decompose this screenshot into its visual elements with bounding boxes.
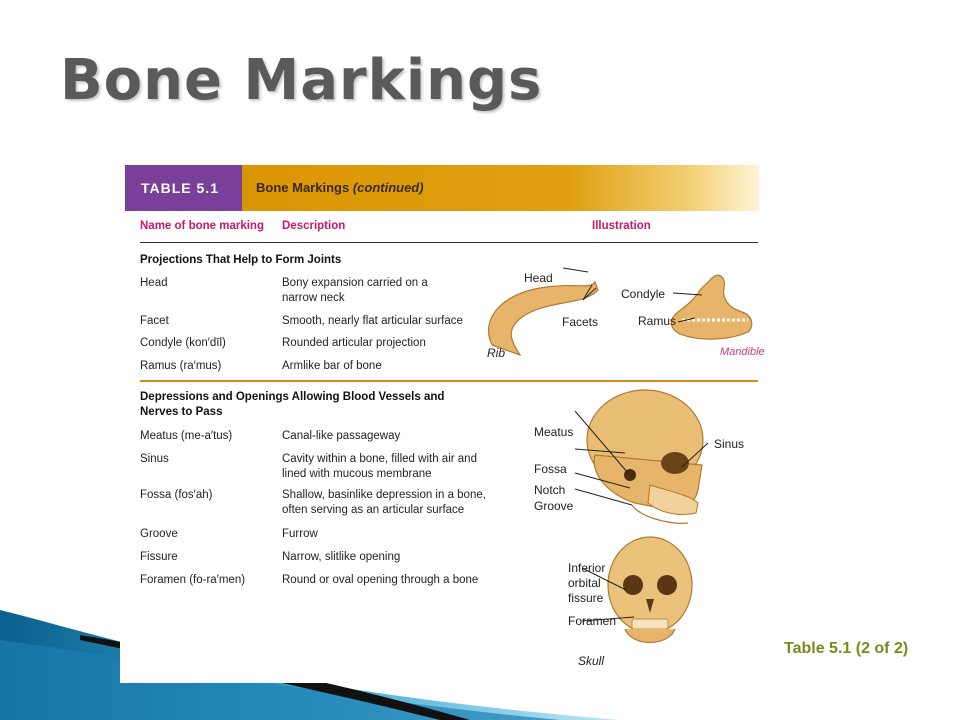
column-head-name: Name of bone marking bbox=[140, 220, 264, 232]
column-head-illustration: Illustration bbox=[592, 220, 651, 232]
row-name: Fissure bbox=[140, 551, 178, 563]
row-description: Armlike bar of bone bbox=[282, 360, 382, 372]
label-meatus: Meatus bbox=[534, 425, 574, 439]
row-name: Ramus (ra′mus) bbox=[140, 360, 222, 372]
row-name: Sinus bbox=[140, 453, 169, 465]
row-description: Smooth, nearly flat articular surface bbox=[282, 315, 463, 327]
label-foramen: Foramen bbox=[568, 614, 617, 628]
table-heading-note: (continued) bbox=[352, 180, 424, 195]
section-rule bbox=[140, 380, 758, 382]
table-heading bbox=[256, 180, 424, 195]
table-caption: Table 5.1 (2 of 2) bbox=[784, 640, 909, 657]
label-rib: Rib bbox=[487, 346, 506, 360]
row-description: Bony expansion carried on a narrow neck bbox=[282, 277, 428, 304]
row-description: Rounded articular projection bbox=[282, 337, 426, 349]
label-sinus: Sinus bbox=[714, 437, 745, 451]
label-condyle: Condyle bbox=[621, 287, 666, 301]
label-fossa: Fossa bbox=[534, 462, 567, 476]
row-description: Round or oval opening through a bone bbox=[282, 574, 479, 586]
row-description: Furrow bbox=[282, 528, 318, 540]
section-title: Depressions and Openings Allowing Blood Vessels and Nerves to Pass bbox=[140, 391, 445, 418]
label-facets: Facets bbox=[562, 315, 599, 329]
label-groove: Groove bbox=[534, 499, 574, 513]
table-heading-text: Bone Markings bbox=[256, 180, 350, 195]
column-head-description: Description bbox=[282, 220, 346, 232]
section-title: Projections That Help to Form Joints bbox=[140, 254, 342, 266]
row-description: Shallow, basinlike depression in a bone, often serving as an articular surface bbox=[282, 489, 486, 516]
slide-title: Bone Markings bbox=[60, 48, 543, 113]
label-notch: Notch bbox=[534, 483, 566, 497]
label-skull: Skull bbox=[578, 654, 605, 668]
row-name: Facet bbox=[140, 315, 169, 327]
header-rule bbox=[140, 242, 758, 243]
table-banner bbox=[125, 165, 759, 211]
row-name: Condyle (kon′dīl) bbox=[140, 337, 226, 349]
row-description: Cavity within a bone, filled with air and lined with mucous membrane bbox=[282, 453, 477, 480]
label-head: Head bbox=[524, 271, 553, 285]
table-tag: TABLE 5.1 bbox=[125, 165, 242, 211]
rib-and-mandible-illustration bbox=[480, 260, 760, 365]
row-name: Foramen (fo-ra′men) bbox=[140, 574, 246, 586]
label-mandible: Mandible bbox=[720, 346, 765, 358]
row-name: Head bbox=[140, 277, 168, 289]
row-description: Canal-like passageway bbox=[282, 430, 401, 442]
label-inferior-orbital-fissure: Inferior orbital fissure bbox=[568, 561, 606, 605]
row-description: Narrow, slitlike opening bbox=[282, 551, 401, 563]
label-ramus: Ramus bbox=[638, 314, 677, 328]
table-figure bbox=[120, 165, 765, 683]
row-name: Fossa (fos′ah) bbox=[140, 489, 213, 501]
row-name: Groove bbox=[140, 528, 178, 540]
row-name: Meatus (me-a′tus) bbox=[140, 430, 233, 442]
